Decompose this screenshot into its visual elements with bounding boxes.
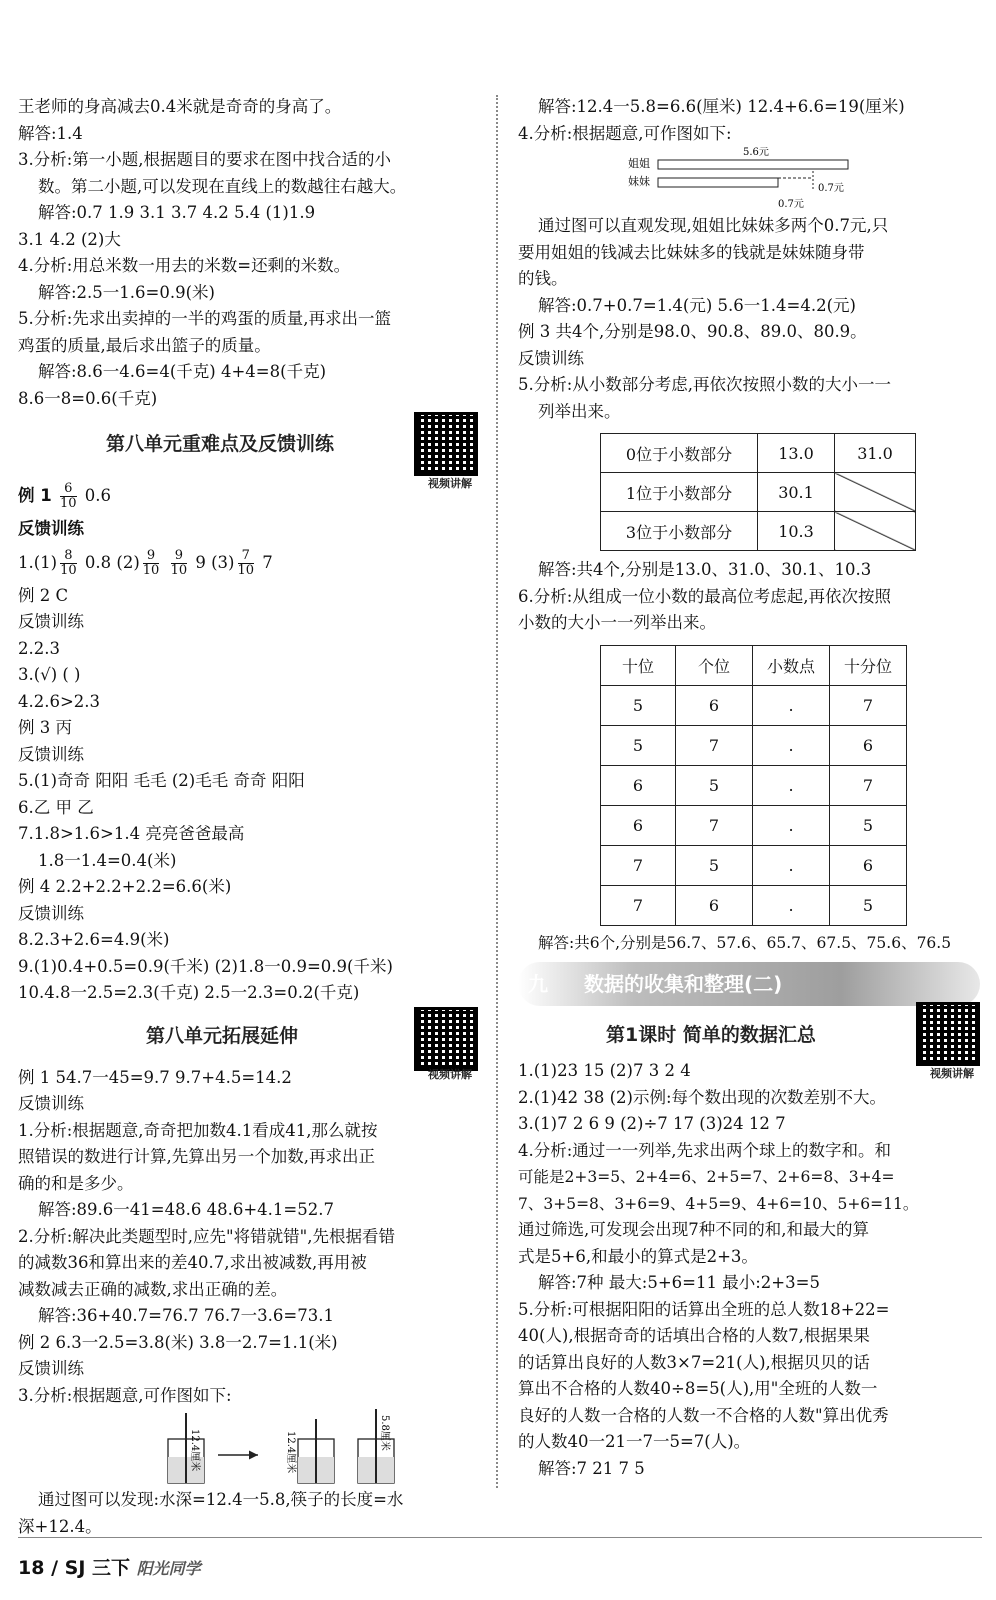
text-line: 数。第二小题,可以发现在直线上的数越往右越大。: [38, 176, 407, 196]
text-line: 5.分析:先求出卖掉的一半的鸡蛋的质量,再求出一篮: [18, 309, 392, 328]
text-line: 鸡蛋的质量,最后求出篮子的质量。: [18, 335, 271, 355]
text-line: 通过筛选,可发现会出现7种不同的和,和最大的算: [518, 1220, 869, 1239]
text-line: 解答:7种 最大:5+6=11 最小:2+3=5: [538, 1273, 820, 1292]
fraction: [171, 549, 188, 578]
qr-label: 视频讲解: [428, 477, 472, 490]
text-line: 3.(1)7 2 6 9 (2)÷7 17 (3)24 12 7: [518, 1114, 786, 1133]
text-line: 良好的人数一合格的人数一不合格的人数"算出优秀: [518, 1405, 889, 1425]
text-line: 反馈训练: [518, 348, 584, 368]
text-line: 5.分析:从小数部分考虑,再依次按照小数的大小一一: [518, 375, 892, 394]
table-cell: 6: [830, 845, 907, 885]
text-line: 反馈训练: [18, 903, 84, 923]
fraction-denominator: 10: [170, 562, 188, 578]
text-line: 7、3+5=8、3+6=9、4+5=9、4+6=10、5+6=11。: [518, 1194, 919, 1213]
table-cell: 5: [676, 845, 753, 885]
text-line: 8.2.3+2.6=4.9(米): [18, 930, 170, 949]
text-line: 解答:1.4: [18, 123, 83, 143]
figure-label: 12.4厘米: [285, 1431, 296, 1474]
table-cell: 13.0: [758, 434, 835, 473]
text-line: 4.2.6>2.3: [18, 691, 101, 711]
fraction-numerator: 9: [171, 549, 188, 564]
text-line: 例 4 2.2+2.2+2.2=6.6(米): [18, 877, 232, 896]
decimal-table-2: [600, 645, 907, 926]
text-line: 7.1.8>1.6>1.4 亮亮爸爸最高: [18, 824, 245, 843]
figure-label: 5.8厘米: [379, 1415, 390, 1451]
text-line: 反馈训练: [18, 1359, 84, 1378]
text-line: 解答:共6个,分别是56.7、57.6、65.7、67.5、75.6、76.5: [538, 933, 952, 952]
text-fragment: 1.(1): [18, 552, 58, 572]
column-divider: [496, 95, 498, 1488]
text-line: 4.分析:用总米数一用去的米数=还剩的米数。: [18, 256, 351, 275]
text-line: 王老师的身高减去0.4米就是奇奇的身高了。: [18, 97, 342, 116]
table-cell: .: [753, 685, 830, 725]
fraction-numerator: 8: [60, 549, 77, 564]
table-cell: 6: [676, 685, 753, 725]
bar-brother: [658, 178, 778, 187]
footer-rule: [18, 1537, 982, 1538]
table-header-row: [601, 645, 907, 685]
table-cell: 30.1: [758, 473, 835, 512]
text-line: 5.分析:可根据阳阳的话算出全班的总人数18+22=: [518, 1299, 890, 1319]
text-line: 确的和是多少。: [18, 1173, 134, 1193]
text-line: 3.1 4.2 (2)大: [18, 229, 121, 249]
text-line: 解答:12.4一5.8=6.6(厘米) 12.4+6.6=19(厘米): [538, 97, 905, 116]
table-cell: .: [753, 805, 830, 845]
text-line: 算出不合格的人数40÷8=5(人),用"全班的人数一: [518, 1379, 878, 1398]
table-cell: 31.0: [835, 434, 916, 473]
left-mid-block: [18, 583, 478, 1007]
table-row: [601, 473, 916, 512]
text-line: 4.分析:通过一一列举,先求出两个球上的数字和。和: [518, 1140, 892, 1160]
text-line: 反馈训练: [18, 744, 84, 764]
figure-label: 12.4厘米: [189, 1429, 200, 1472]
text-line: 2.2.3: [18, 638, 60, 658]
text-line: 1.(1)23 15 (2)7 3 2 4: [518, 1061, 691, 1080]
text-fragment: 0.6: [84, 486, 112, 505]
text-line: 解答:2.5一1.6=0.9(米): [38, 282, 215, 302]
text-line: 反馈训练: [18, 1094, 84, 1113]
text-line: 3.分析:第一小题,根据题目的要求在图中找合适的小: [18, 150, 392, 169]
qr-label: 视频讲解: [428, 1067, 472, 1081]
fraction: [143, 549, 160, 578]
text-fragment: 7: [262, 552, 273, 572]
table-cell: 3位于小数部分: [601, 512, 758, 551]
text-line: 2.(1)42 38 (2)示例:每个数出现的次数差别不大。: [518, 1087, 887, 1107]
section-title-text: 第八单元重难点及反馈训练: [106, 433, 335, 455]
table-cell: 1位于小数部分: [601, 473, 758, 512]
money-bar-figure: [628, 147, 996, 213]
brand-logo: 阳光同学: [136, 1559, 201, 1578]
fraction-denominator: 10: [60, 562, 77, 578]
text-line: 可能是2+3=5、2+4=6、2+5=7、2+6=8、3+4=: [518, 1168, 895, 1186]
table-cell: 6: [601, 805, 676, 845]
water-chopsticks-figure: [148, 1409, 448, 1487]
qr-code-icon[interactable]: [414, 412, 478, 476]
qr-code-icon[interactable]: [916, 1002, 980, 1066]
text-line: 小数的大小一一列举出来。: [518, 613, 716, 632]
text-line: 例 1 54.7一45=9.7 9.7+4.5=14.2: [18, 1067, 292, 1087]
banner-title: 数据的收集和整理(二): [584, 972, 783, 996]
text-line: 通过图可以发现:水深=12.4一5.8,筷子的长度=水: [38, 1490, 404, 1509]
text-line: 解答:89.6一41=48.6 48.6+4.1=52.7: [38, 1200, 334, 1219]
text-line: 解答:7 21 7 5: [538, 1458, 645, 1478]
text-line: 的减数36和算出来的差40.7,求出被减数,再用被: [18, 1253, 367, 1272]
text-line: 减数减去正确的减数,求出正确的差。: [18, 1279, 288, 1299]
figure-label: 5.6元: [743, 147, 769, 158]
fraction-denominator: 10: [237, 562, 255, 578]
fraction: [60, 482, 77, 511]
text-line: 式是5+6,和最小的算式是2+3。: [518, 1246, 758, 1266]
text-line: 的人数40一21一7一5=7(人)。: [518, 1432, 751, 1451]
text-line: 1.8一1.4=0.4(米): [38, 850, 177, 870]
fraction: [238, 549, 255, 578]
table-cell: 10.3: [758, 512, 835, 551]
table-cell: 6: [601, 765, 676, 805]
qr-code-icon[interactable]: [414, 1007, 478, 1071]
right-mid1-block: [518, 213, 980, 425]
table-row: [601, 434, 916, 473]
table-header-cell: 小数点: [753, 645, 830, 685]
right-post-block: [518, 1058, 980, 1482]
table-row: [601, 685, 907, 725]
table-cell: 6: [830, 725, 907, 765]
table-row: [601, 805, 907, 845]
figure-label: 0.7元: [778, 199, 804, 210]
text-line: 的钱。: [518, 269, 568, 288]
fraction: [60, 549, 77, 578]
table-cell-diagonal: [835, 473, 916, 512]
section-title-unit8-review: [18, 412, 478, 490]
decimal-table-1: [600, 433, 916, 551]
figure-label: 姐姐: [628, 157, 650, 170]
text-line: 例 3 丙: [18, 718, 72, 737]
text-line: 通过图可以直观发现,姐姐比妹妹多两个0.7元,只: [538, 216, 889, 235]
text-fragment: 0.8 (2): [84, 552, 140, 572]
table-cell: 0位于小数部分: [601, 434, 758, 473]
figure-label: 妹妹: [628, 175, 650, 188]
text-line: 1.分析:根据题意,奇奇把加数4.1看成41,那么就按: [18, 1120, 378, 1140]
table-cell: 5: [830, 805, 907, 845]
table-cell: 7: [601, 845, 676, 885]
text-line: 2.分析:解决此类题型时,应先"将错就错",先根据看错: [18, 1226, 395, 1246]
fraction-denominator: 10: [59, 496, 77, 511]
table-cell: 5: [830, 885, 907, 925]
text-line: 4.分析:根据题意,可作图如下:: [518, 123, 732, 143]
page-footer: 18 / SJ 三下 阳光同学: [18, 1557, 201, 1579]
right-column: [518, 94, 980, 1482]
page-number: 18: [18, 1557, 45, 1579]
table-cell-diagonal: [835, 512, 916, 551]
text-line: 解答:8.6一4.6=4(千克) 4+4=8(千克): [38, 362, 327, 381]
table-cell: 5: [676, 765, 753, 805]
book-code: SJ 三下: [64, 1557, 131, 1579]
table-cell: .: [753, 725, 830, 765]
text-line: 解答:0.7 1.9 3.1 3.7 4.2 5.4 (1)1.9: [38, 203, 316, 222]
table-row: [601, 885, 907, 925]
text-line: 6.分析:从组成一位小数的最高位考虑起,再依次按照: [518, 586, 892, 606]
table-row: [601, 512, 916, 551]
table-cell: 7: [830, 765, 907, 805]
table-cell: .: [753, 885, 830, 925]
table-cell: 6: [676, 885, 753, 925]
answer-1-line: [18, 543, 478, 583]
left-post-block: [18, 1065, 478, 1410]
fraction-numerator: 7: [238, 549, 255, 564]
table-row: [601, 765, 907, 805]
left-column: [18, 94, 478, 1540]
text-line: 解答:共4个,分别是13.0、31.0、30.1、10.3: [538, 560, 872, 579]
text-line: 例 2 C: [18, 585, 69, 605]
example-1-line: [18, 476, 478, 516]
text-line: 例 2 6.3一2.5=3.8(米) 3.8一2.7=1.1(米): [18, 1332, 338, 1352]
text-line: 深+12.4。: [18, 1516, 102, 1536]
table-header-cell: 十位: [601, 645, 676, 685]
text-line: 10.4.8一2.5=2.3(千克) 2.5一2.3=0.2(千克): [18, 983, 360, 1002]
text-line: 40(人),根据奇奇的话填出合格的人数7,根据果果: [518, 1326, 870, 1345]
text-line: 解答:36+40.7=76.7 76.7一3.6=73.1: [38, 1306, 334, 1325]
table-header-cell: 个位: [676, 645, 753, 685]
table-cell: 5: [601, 685, 676, 725]
fraction-numerator: 6: [60, 482, 77, 497]
fraction-denominator: 10: [142, 562, 160, 578]
left-pre-block: [18, 94, 478, 412]
table-cell: 5: [601, 725, 676, 765]
table-cell: 7: [830, 685, 907, 725]
bar-sister: [658, 160, 848, 169]
unit-9-banner: [518, 962, 980, 1006]
table-row: [601, 725, 907, 765]
text-line: 6.乙 甲 乙: [18, 797, 94, 817]
text-line: 反馈训练: [18, 612, 84, 631]
table-cell: 7: [601, 885, 676, 925]
text-line: 要用姐姐的钱减去比妹妹多的钱就是妹妹随身带: [518, 242, 865, 262]
text-line: 8.6一8=0.6(千克): [18, 388, 158, 408]
qr-label: 视频讲解: [930, 1067, 974, 1080]
table-cell: .: [753, 765, 830, 805]
text-fragment: 9 (3): [195, 552, 235, 572]
fraction-numerator: 9: [143, 549, 160, 564]
text-line: 3.分析:根据题意,可作图如下:: [18, 1385, 232, 1405]
table-header-cell: 十分位: [830, 645, 907, 685]
text-line: 例 3 共4个,分别是98.0、90.8、89.0、80.9。: [518, 322, 867, 341]
text-line: 的话算出良好的人数3×7=21(人),根据贝贝的话: [518, 1352, 870, 1372]
table-cell: 7: [676, 725, 753, 765]
figure-label: 0.7元: [818, 183, 844, 194]
text-line: 5.(1)奇奇 阳阳 毛毛 (2)毛毛 奇奇 阳阳: [18, 771, 305, 790]
banner-number: 九: [528, 972, 548, 996]
example-label: 例 1: [18, 486, 52, 505]
text-line: 9.(1)0.4+0.5=0.9(千米) (2)1.8一0.9=0.9(千米): [18, 956, 393, 976]
text-line: 照错误的数进行计算,先算出另一个加数,再求出正: [18, 1147, 375, 1166]
text-line: 列举出来。: [538, 401, 621, 421]
table-cell: 7: [676, 805, 753, 845]
section-title-text: 第八单元拓展延伸: [146, 1024, 299, 1047]
lesson-title-text: 第1课时 简单的数据汇总: [606, 1024, 816, 1046]
text-line: 3.(√) ( ): [18, 665, 81, 684]
feedback-heading: 反馈训练: [18, 519, 84, 538]
table-row: [601, 845, 907, 885]
text-line: 解答:0.7+0.7=1.4(元) 5.6一1.4=4.2(元): [538, 295, 856, 315]
table-cell: .: [753, 845, 830, 885]
